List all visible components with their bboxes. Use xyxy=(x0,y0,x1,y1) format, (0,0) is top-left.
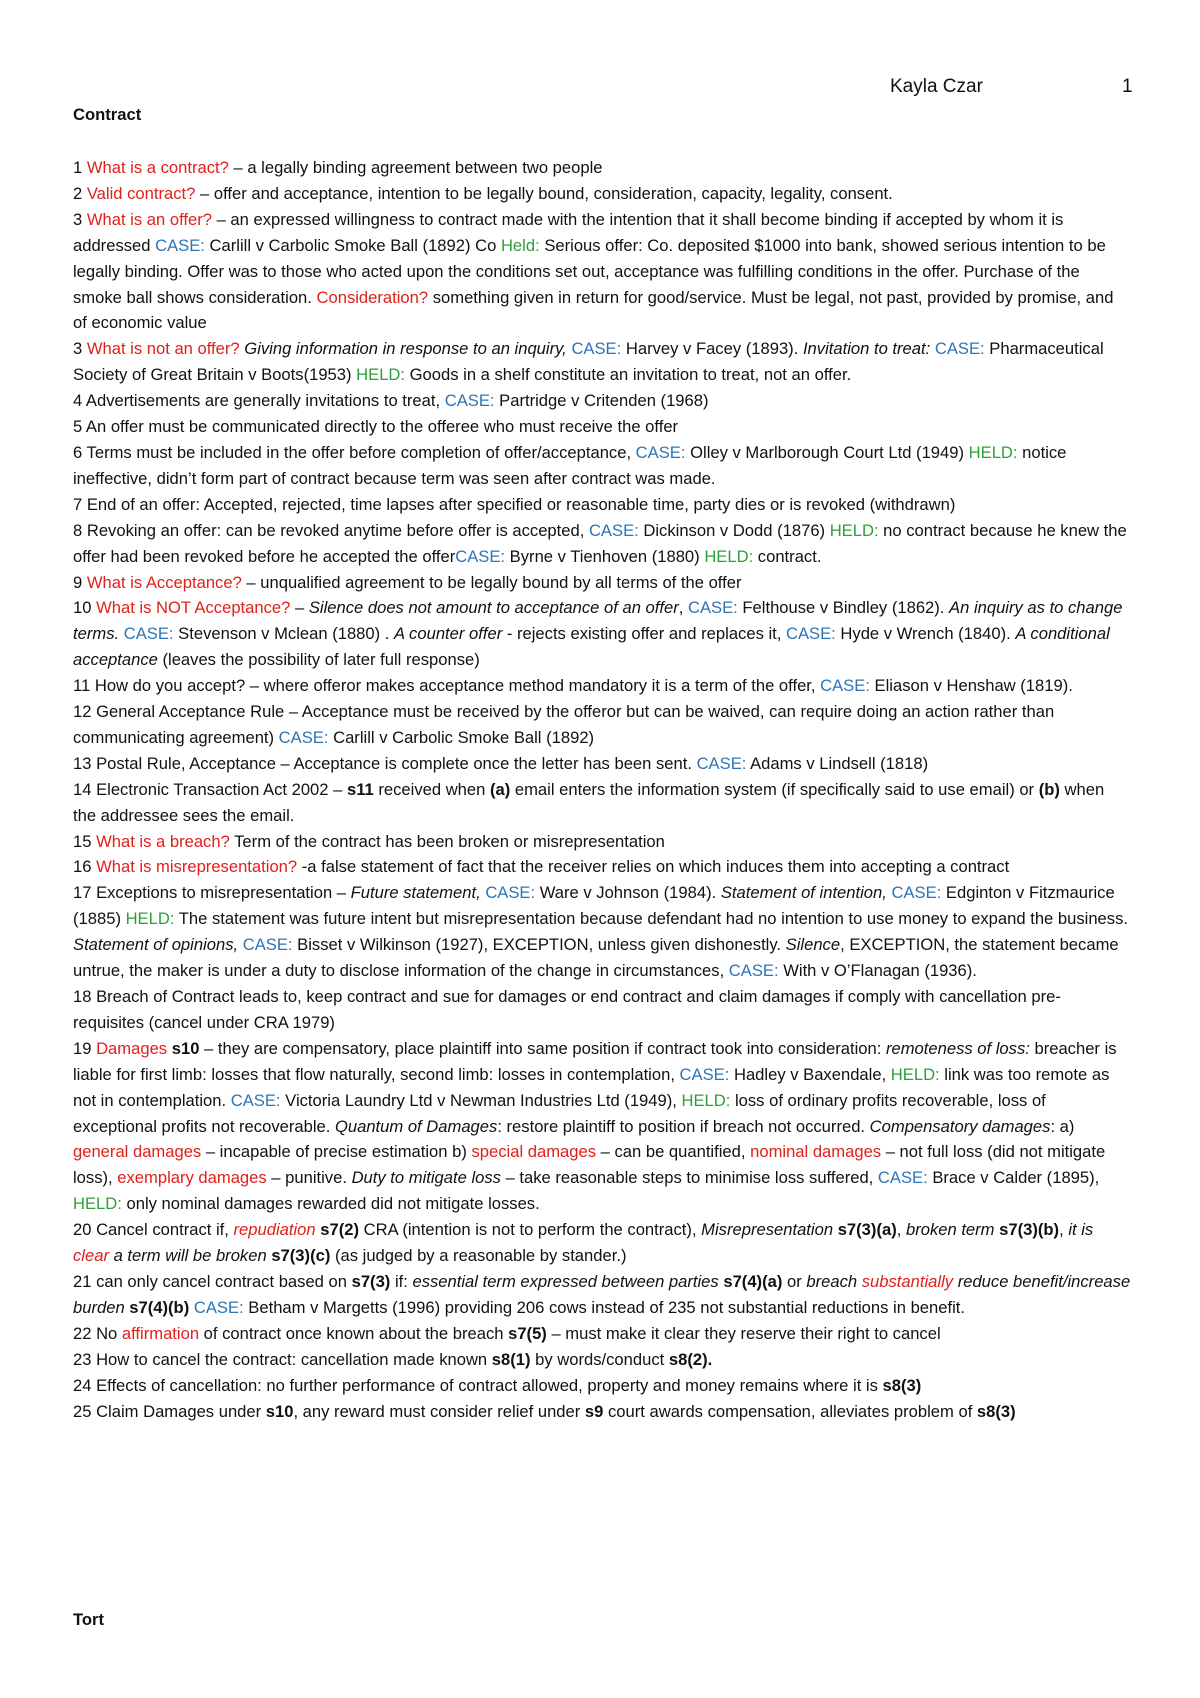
section-reference: s9 xyxy=(584,1401,604,1421)
text-run: – not full loss (did not mitigate loss), xyxy=(73,1142,1106,1188)
case-label: CASE: xyxy=(635,442,686,462)
note-paragraph xyxy=(73,854,1131,880)
case-label: CASE: xyxy=(155,235,205,255)
section-reference: s8(3) xyxy=(976,1401,1016,1421)
note-paragraph xyxy=(73,518,1131,570)
section-reference: s10 xyxy=(265,1401,294,1421)
text-run: – an expressed willingness to contract made with the intention that it shall become binding if accepted by whom it is addressed xyxy=(73,209,1064,255)
emphasis-text: it is xyxy=(1068,1220,1094,1240)
note-paragraph xyxy=(73,1036,1131,1217)
text-run: when the addressee sees the email. xyxy=(73,779,1105,825)
section-reference: s7(2) xyxy=(320,1220,359,1240)
text-run: Dickinson v Dodd (1876) xyxy=(638,520,830,540)
section-reference: s7(4)(a) xyxy=(723,1271,783,1291)
text-run: of contract once known about the breach xyxy=(199,1323,509,1343)
text-run: received when xyxy=(373,779,490,799)
note-paragraph xyxy=(73,829,1131,855)
case-label: CASE: xyxy=(444,391,495,411)
case-label: CASE: xyxy=(934,339,985,359)
text-run: Pharmaceutical Society of Great Britain v Boots(1953) xyxy=(73,339,1104,385)
text-run: 4 Advertisements are generally invitations to treat, xyxy=(73,391,445,411)
section-title-contract: Contract xyxy=(73,105,142,124)
note-paragraph xyxy=(73,777,1131,829)
section-reference: (b) xyxy=(1038,779,1060,799)
page-number: 1 xyxy=(1122,76,1133,97)
section-reference: s7(3)(b) xyxy=(999,1220,1060,1240)
text-run: 11 How do you accept? – where offeror makes acceptance method mandatory it is a term of the offer, xyxy=(73,676,821,696)
note-paragraph xyxy=(73,1269,1131,1321)
section-reference: s11 xyxy=(346,779,374,799)
emphasis-text: Silence xyxy=(785,935,841,955)
emphasis-text: Compensatory damages xyxy=(869,1116,1051,1136)
text-run: – must make it clear they reserve their right to cancel xyxy=(546,1323,941,1343)
text-run: 25 Claim Damages under xyxy=(73,1401,266,1421)
contract-notes-body xyxy=(73,155,1131,1424)
text-run: With v O’Flanagan (1936). xyxy=(778,961,977,981)
section-reference: s7(3)(a) xyxy=(837,1220,897,1240)
text-run: breacher is liable for first limb: losses that flow naturally, second limb: losses in contemplation, xyxy=(73,1038,1117,1084)
emphasis-text: Duty to mitigate loss xyxy=(351,1168,501,1188)
case-label: CASE: xyxy=(485,883,536,903)
text-run: – a legally binding agreement between two people xyxy=(228,158,603,177)
case-label: CASE: xyxy=(728,961,779,981)
text-run: Hadley v Baxendale, xyxy=(729,1064,891,1084)
held-label: HELD: xyxy=(356,365,406,385)
text-run: link was too remote as not in contemplation. xyxy=(73,1064,1110,1110)
question-label: What is Acceptance? xyxy=(86,572,242,592)
note-paragraph xyxy=(73,492,1131,518)
text-run: The statement was future intent but misrepresentation because defendant had no intention to use money to expand the business. xyxy=(174,909,1128,929)
section-reference: s8(3) xyxy=(882,1375,922,1395)
emphasis-text: Statement of intention, xyxy=(720,883,887,903)
text-run: – offer and acceptance, intention to be legally bound, consideration, capacity, legality, consent. xyxy=(195,183,893,203)
question-label: What is not an offer? xyxy=(86,339,240,359)
text-run: something given in return for good/service. Must be legal, not past, provided by promise, and of economic value xyxy=(73,287,1114,333)
text-run: 17 Exceptions to misrepresentation – xyxy=(73,883,351,903)
case-label: CASE: xyxy=(687,598,738,618)
text-run: Betham v Margetts (1996) providing 206 cows instead of 235 not substantial reductions in benefit. xyxy=(243,1297,965,1317)
text-run: 9 xyxy=(73,572,87,592)
held-label: HELD: xyxy=(890,1064,940,1084)
text-run: email enters the information system (if specifically said to use email) or xyxy=(510,779,1039,799)
question-label: substantially xyxy=(861,1271,954,1291)
text-run: Serious offer: Co. deposited $1000 into bank, showed serious intention to be legally binding. Offer was to those who acted upon the conditions set out, acceptance was fulfilling conditions in the offer. Purchase of the smoke ball shows consideration. xyxy=(73,235,1106,307)
case-label: CASE: xyxy=(877,1168,928,1188)
case-label: CASE: xyxy=(786,624,836,644)
text-run: 3 xyxy=(73,209,87,229)
case-label: CASE: xyxy=(820,676,870,696)
text-run: 19 xyxy=(73,1038,97,1058)
note-paragraph xyxy=(73,181,1131,207)
section-title-tort: Tort xyxy=(73,1610,105,1629)
text-run: , xyxy=(1059,1220,1069,1240)
text-run: 5 An offer must be communicated directly to the offeree who must receive the offer xyxy=(73,417,679,437)
text-run: 14 Electronic Transaction Act 2002 – xyxy=(73,779,347,799)
emphasis-text: reduce benefit/increase burden xyxy=(73,1271,1131,1317)
case-label: CASE: xyxy=(571,339,622,359)
text-run: 3 xyxy=(73,339,87,359)
note-paragraph xyxy=(73,1347,1131,1373)
section-reference: s10 xyxy=(171,1038,200,1058)
text-run: no contract because he knew the offer had been revoked before he accepted the offer xyxy=(73,520,1127,566)
emphasis-text: Quantum of Damages xyxy=(334,1116,498,1136)
question-label: Damages xyxy=(96,1038,168,1058)
text-run: Olley v Marlborough Court Ltd (1949) xyxy=(685,442,969,462)
text-run: Victoria Laundry Ltd v Newman Industries Ltd (1949), xyxy=(280,1090,682,1110)
text-run: court awards compensation, alleviates problem of xyxy=(603,1401,977,1421)
section-reference: s7(4)(b) xyxy=(129,1297,190,1317)
text-run: Harvey v Facey (1893). xyxy=(621,339,803,359)
note-paragraph xyxy=(73,414,1131,440)
note-paragraph xyxy=(73,595,1131,673)
emphasis-text: Future statement, xyxy=(350,883,481,903)
case-label: CASE: xyxy=(278,727,329,747)
text-run: by words/conduct xyxy=(530,1349,669,1369)
emphasis-text: Silence does not amount to acceptance of an offer xyxy=(308,598,679,618)
text-run: 24 Effects of cancellation: no further performance of contract allowed, property and money remains where it is xyxy=(73,1375,883,1395)
text-run: 7 End of an offer: Accepted, rejected, time lapses after specified or reasonable time, party dies or is revoked (withdrawn) xyxy=(73,494,956,514)
text-run: 22 No xyxy=(73,1323,122,1343)
text-run: Brace v Calder (1895), xyxy=(927,1168,1100,1188)
text-run: , EXCEPTION, the statement became untrue, the maker is under a duty to disclose information of the change in circumstances, xyxy=(73,935,1119,981)
text-run: 16 xyxy=(73,857,97,877)
emphasis-text: essential term expressed between parties xyxy=(412,1271,719,1291)
text-run: Adams v Lindsell (1818) xyxy=(746,753,929,773)
note-paragraph xyxy=(73,699,1131,751)
emphasis-text: Invitation to treat: xyxy=(802,339,931,359)
section-reference: (a) xyxy=(489,779,511,799)
text-run: , xyxy=(678,598,688,618)
question-label: What is an offer? xyxy=(86,209,212,229)
text-run: Partridge v Critenden (1968) xyxy=(494,391,709,411)
case-label: CASE: xyxy=(696,753,747,773)
text-run: Bisset v Wilkinson (1927), EXCEPTION, unless given dishonestly. xyxy=(292,935,786,955)
held-label: HELD: xyxy=(73,1194,122,1214)
text-run: 1 xyxy=(73,158,87,177)
question-label: exemplary damages xyxy=(117,1168,267,1188)
author-name: Kayla Czar xyxy=(890,76,983,97)
note-paragraph xyxy=(73,1399,1131,1425)
text-run: 2 xyxy=(73,183,87,203)
emphasis-text: Statement of opinions, xyxy=(73,935,239,955)
text-run: – take reasonable steps to minimise loss suffered, xyxy=(500,1168,878,1188)
held-label: Held: xyxy=(500,235,540,255)
case-label: CASE: xyxy=(242,935,293,955)
emphasis-text: broken term xyxy=(905,1220,995,1240)
case-label: CASE: xyxy=(455,546,506,566)
text-run: - rejects existing offer and replaces it, xyxy=(502,624,786,644)
note-paragraph xyxy=(73,1217,1131,1269)
section-reference: s7(3) xyxy=(351,1271,391,1291)
text-run: notice ineffective, didn’t form part of contract because term was seen after contract was made. xyxy=(73,442,1067,488)
case-label: CASE: xyxy=(230,1090,281,1110)
text-run: – xyxy=(290,598,309,618)
text-run: 21 can only cancel contract based on xyxy=(73,1271,352,1291)
note-paragraph xyxy=(73,1321,1131,1347)
note-paragraph xyxy=(73,984,1131,1036)
held-label: HELD: xyxy=(968,442,1018,462)
text-run: 18 Breach of Contract leads to, keep contract and sue for damages or end contract and claim damages if comply with cancellation pre-requisites (cancel under CRA 1979) xyxy=(73,987,1061,1032)
note-paragraph xyxy=(73,207,1131,337)
text-run: : a) xyxy=(1050,1116,1075,1136)
text-run: Ware v Johnson (1984). xyxy=(535,883,721,903)
text-run: contract. xyxy=(753,546,822,566)
text-run: Felthouse v Bindley (1862). xyxy=(737,598,950,618)
emphasis-text: Giving information in response to an inquiry, xyxy=(244,339,567,359)
text-run: – punitive. xyxy=(266,1168,352,1188)
text-run: 12 General Acceptance Rule – Acceptance must be received by the offeror but can be waived, can require doing an action rather than communicating agreement) xyxy=(73,702,1055,747)
held-label: HELD: xyxy=(681,1090,731,1110)
note-paragraph xyxy=(73,673,1131,699)
question-label: special damages xyxy=(471,1142,597,1162)
text-run: : restore plaintiff to position if breach not occurred. xyxy=(497,1116,870,1136)
text-run: CRA (intention is not to perform the contract), xyxy=(359,1220,702,1240)
question-label: What is a contract? xyxy=(86,158,229,177)
text-run: – they are compensatory, place plaintiff into same position if contract took into consideration: xyxy=(199,1038,886,1058)
emphasis-text: An inquiry as to change terms. xyxy=(73,598,1123,644)
text-run: Carlill v Carbolic Smoke Ball (1892) xyxy=(328,727,595,747)
text-run: 15 xyxy=(73,831,97,851)
text-run: (as judged by a reasonable by stander.) xyxy=(330,1246,627,1266)
question-label: nominal damages xyxy=(750,1142,882,1162)
question-label: What is misrepresentation? xyxy=(96,857,298,877)
text-run: only nominal damages rewarded did not mitigate losses. xyxy=(121,1194,540,1214)
note-paragraph xyxy=(73,1373,1131,1399)
held-label: HELD: xyxy=(829,520,879,540)
note-paragraph xyxy=(73,570,1131,596)
text-run: 20 Cancel contract if, xyxy=(73,1220,234,1240)
text-run: Carlill v Carbolic Smoke Ball (1892) Co xyxy=(204,235,501,255)
note-paragraph xyxy=(73,388,1131,414)
question-label: Valid contract? xyxy=(86,183,196,203)
note-paragraph xyxy=(73,440,1131,492)
section-reference: s8(2). xyxy=(668,1349,713,1369)
emphasis-text: remoteness of loss: xyxy=(885,1038,1030,1058)
case-label: CASE: xyxy=(679,1064,730,1084)
text-run: – unqualified agreement to be legally bound by all terms of the offer xyxy=(241,572,742,592)
case-label: CASE: xyxy=(588,520,639,540)
emphasis-text: A conditional acceptance xyxy=(73,624,1110,670)
text-run: – incapable of precise estimation b) xyxy=(201,1142,472,1162)
question-label: What is NOT Acceptance? xyxy=(96,598,291,618)
section-reference: s8(1) xyxy=(491,1349,531,1369)
question-label: repudiation xyxy=(233,1220,316,1240)
held-label: HELD: xyxy=(125,909,175,929)
text-run: Term of the contract has been broken or misrepresentation xyxy=(229,831,665,851)
question-label: affirmation xyxy=(121,1323,200,1343)
case-label: CASE: xyxy=(891,883,942,903)
text-run: loss of ordinary profits recoverable, loss of exceptional profits not recoverable. xyxy=(73,1090,1046,1136)
text-run: 13 Postal Rule, Acceptance – Acceptance is complete once the letter has been sent. xyxy=(73,753,697,773)
text-run: , any reward must consider relief under xyxy=(293,1401,585,1421)
text-run: – can be quantified, xyxy=(596,1142,751,1162)
emphasis-text: Misrepresentation xyxy=(701,1220,834,1240)
held-label: HELD: xyxy=(704,546,754,566)
question-label: general damages xyxy=(73,1142,202,1162)
emphasis-text: a term will be broken xyxy=(113,1246,267,1266)
case-label: CASE: xyxy=(193,1297,244,1317)
text-run: 8 Revoking an offer: can be revoked anytime before offer is accepted, xyxy=(73,520,589,540)
question-label: Consideration? xyxy=(316,287,429,307)
text-run: (leaves the possibility of later full response) xyxy=(157,650,480,670)
note-paragraph xyxy=(73,155,1131,181)
section-reference: s7(3)(c) xyxy=(271,1246,331,1266)
text-run: 10 xyxy=(73,598,97,618)
case-label: CASE: xyxy=(123,624,174,644)
note-paragraph xyxy=(73,880,1131,984)
text-run: , xyxy=(896,1220,906,1240)
text-run: or xyxy=(782,1271,807,1291)
text-run: Eliason v Henshaw (1819). xyxy=(869,676,1073,696)
note-paragraph xyxy=(73,336,1131,388)
text-run: if: xyxy=(390,1271,413,1291)
text-run: -a false statement of fact that the receiver relies on which induces them into accepting a contract xyxy=(297,857,1010,877)
emphasis-text: A counter offer xyxy=(394,624,503,644)
text-run: Hyde v Wrench (1840). xyxy=(835,624,1016,644)
question-label: What is a breach? xyxy=(96,831,230,851)
question-label: clear xyxy=(73,1246,109,1266)
text-run: Edginton v Fitzmaurice (1885) xyxy=(73,883,1115,929)
text-run: Byrne v Tienhoven (1880) xyxy=(505,546,705,566)
text-run: Stevenson v Mclean (1880) . xyxy=(173,624,394,644)
section-reference: s7(5) xyxy=(508,1323,547,1343)
text-run: 23 How to cancel the contract: cancellation made known xyxy=(73,1349,492,1369)
note-paragraph xyxy=(73,751,1131,777)
text-run: 6 Terms must be included in the offer before completion of offer/acceptance, xyxy=(73,442,636,462)
emphasis-text: breach xyxy=(806,1271,858,1291)
text-run: Goods in a shelf constitute an invitation to treat, not an offer. xyxy=(405,365,852,385)
